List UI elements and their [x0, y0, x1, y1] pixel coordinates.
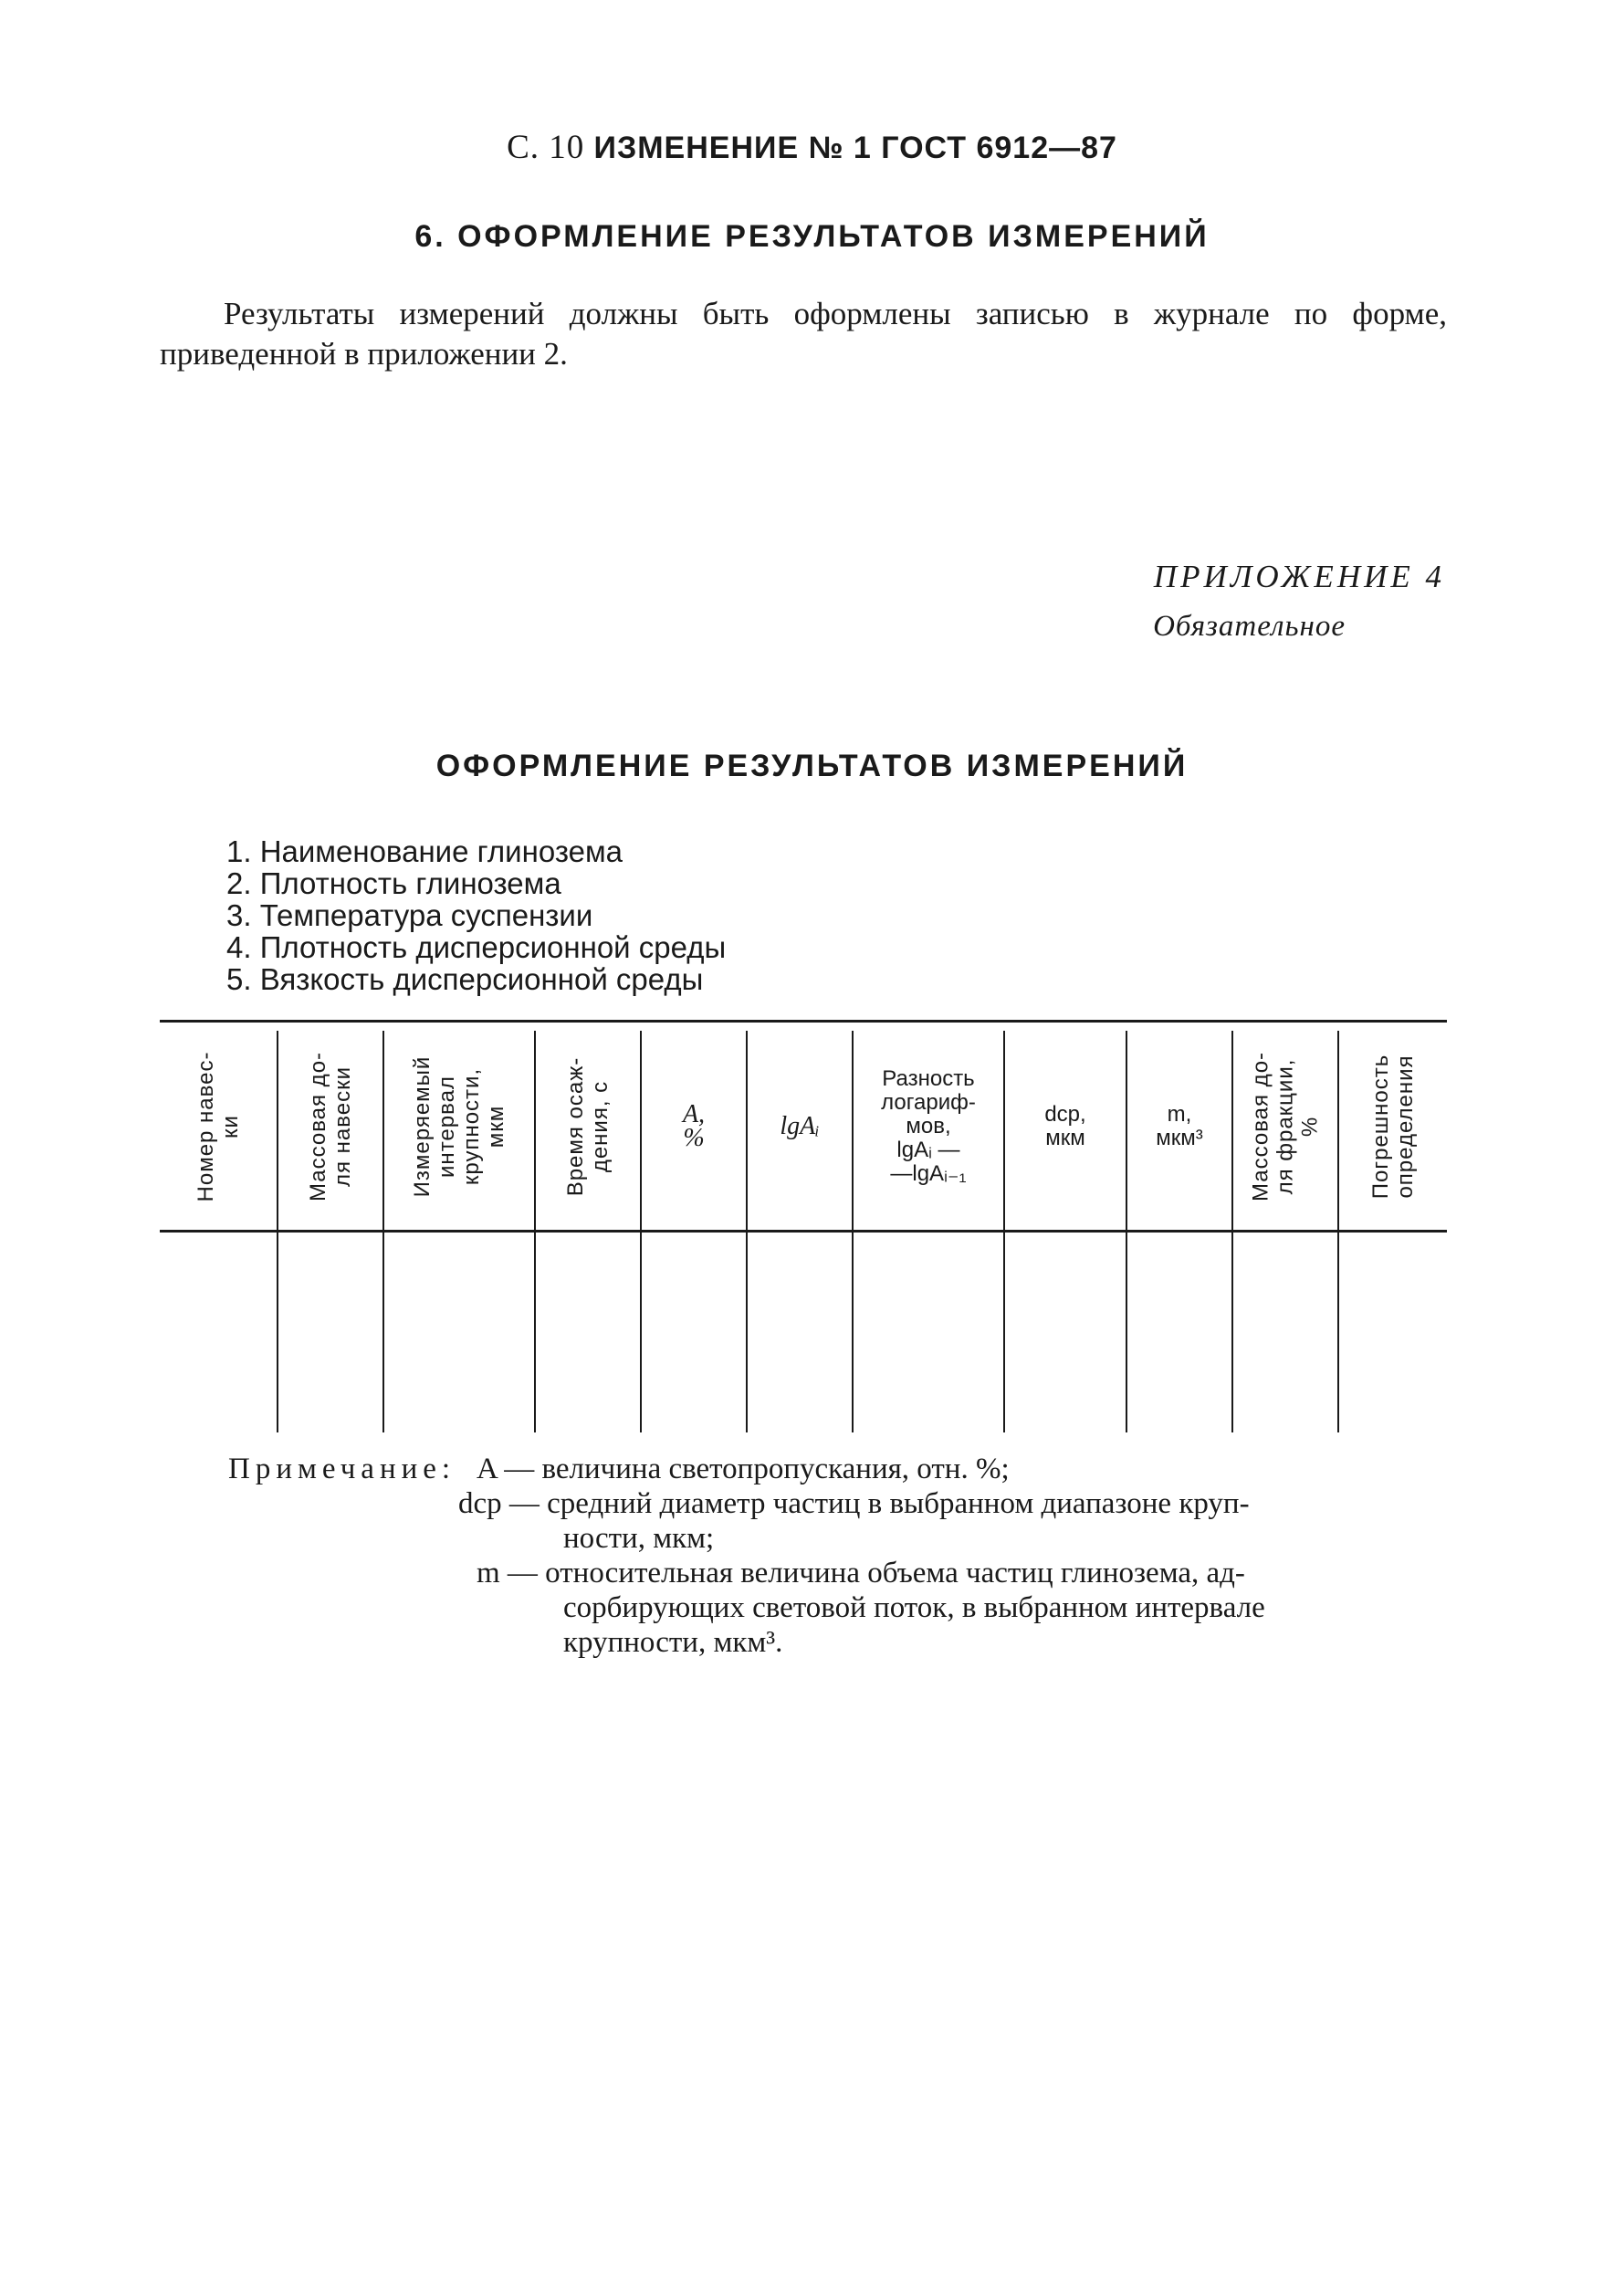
col-header-fraction-mass: Массовая до- ля фракции, % [1248, 1051, 1323, 1201]
col-header-lg-a: lgAᵢ [780, 1111, 820, 1140]
note-label: Примечание: [228, 1453, 456, 1485]
note-line: A — величина светопропускания, отн. %; [477, 1453, 1010, 1485]
col-header-a-percent: A, % [682, 1099, 706, 1152]
note-line: ности, мкм; [563, 1522, 715, 1555]
col-header-m-volume: m, мкм³ [1156, 1101, 1203, 1150]
appendix-label: ПРИЛОЖЕНИЕ 4 [1153, 559, 1445, 594]
table-header-rule [160, 1230, 1447, 1233]
col-header-error: Погрешность определения [1368, 1054, 1418, 1199]
note-line: сорбирующих световой поток, в выбранном интервале [563, 1591, 1265, 1624]
appendix-status: Обязательное [1153, 610, 1346, 643]
item-list [226, 835, 726, 995]
col-header-size-interval: Измеряемый интервал крупности, мкм [410, 1055, 508, 1197]
list-item: 4. Плотность дисперсионной среды [226, 930, 727, 964]
list-item: 5. Вязкость дисперсионной среды [226, 962, 704, 996]
note-line: dср — средний диаметр частиц в выбранном диапазоне круп- [458, 1487, 1250, 1520]
results-table [160, 1020, 1447, 1440]
section-paragraph: Результаты измерений должны быть оформлены записью в журнале по форме, приведенной в приложении 2. [160, 296, 1447, 372]
col-header-d-mean: dср, мкм [1044, 1101, 1086, 1150]
document-title: ИЗМЕНЕНИЕ № 1 ГОСТ 6912—87 [593, 131, 1117, 165]
page-header [0, 128, 1624, 167]
page-number: С. 10 [507, 129, 585, 166]
table-note [228, 1452, 1451, 1671]
section-title: 6. ОФОРМЛЕНИЕ РЕЗУЛЬТАТОВ ИЗМЕРЕНИЙ [414, 219, 1210, 254]
appendix-title: ОФОРМЛЕНИЕ РЕЗУЛЬТАТОВ ИЗМЕРЕНИЙ [435, 749, 1189, 783]
list-item: 1. Наименование глинозема [226, 834, 623, 868]
col-header-log-difference: Разность логариф- мов, lgAᵢ — —lgAᵢ₋₁ [881, 1065, 976, 1186]
list-item: 2. Плотность глинозема [226, 866, 561, 900]
col-header-settling-time: Время осаж- дения, с [563, 1056, 613, 1196]
col-header-sample-mass-fraction: Массовая до- ля навески [306, 1051, 355, 1201]
note-line: m — относительная величина объема частиц глинозема, ад- [477, 1557, 1245, 1589]
col-header-sample-number: Номер навес- ки [194, 1051, 243, 1201]
list-item: 3. Температура суспензии [226, 898, 593, 932]
note-line: крупности, мкм³. [563, 1626, 783, 1659]
